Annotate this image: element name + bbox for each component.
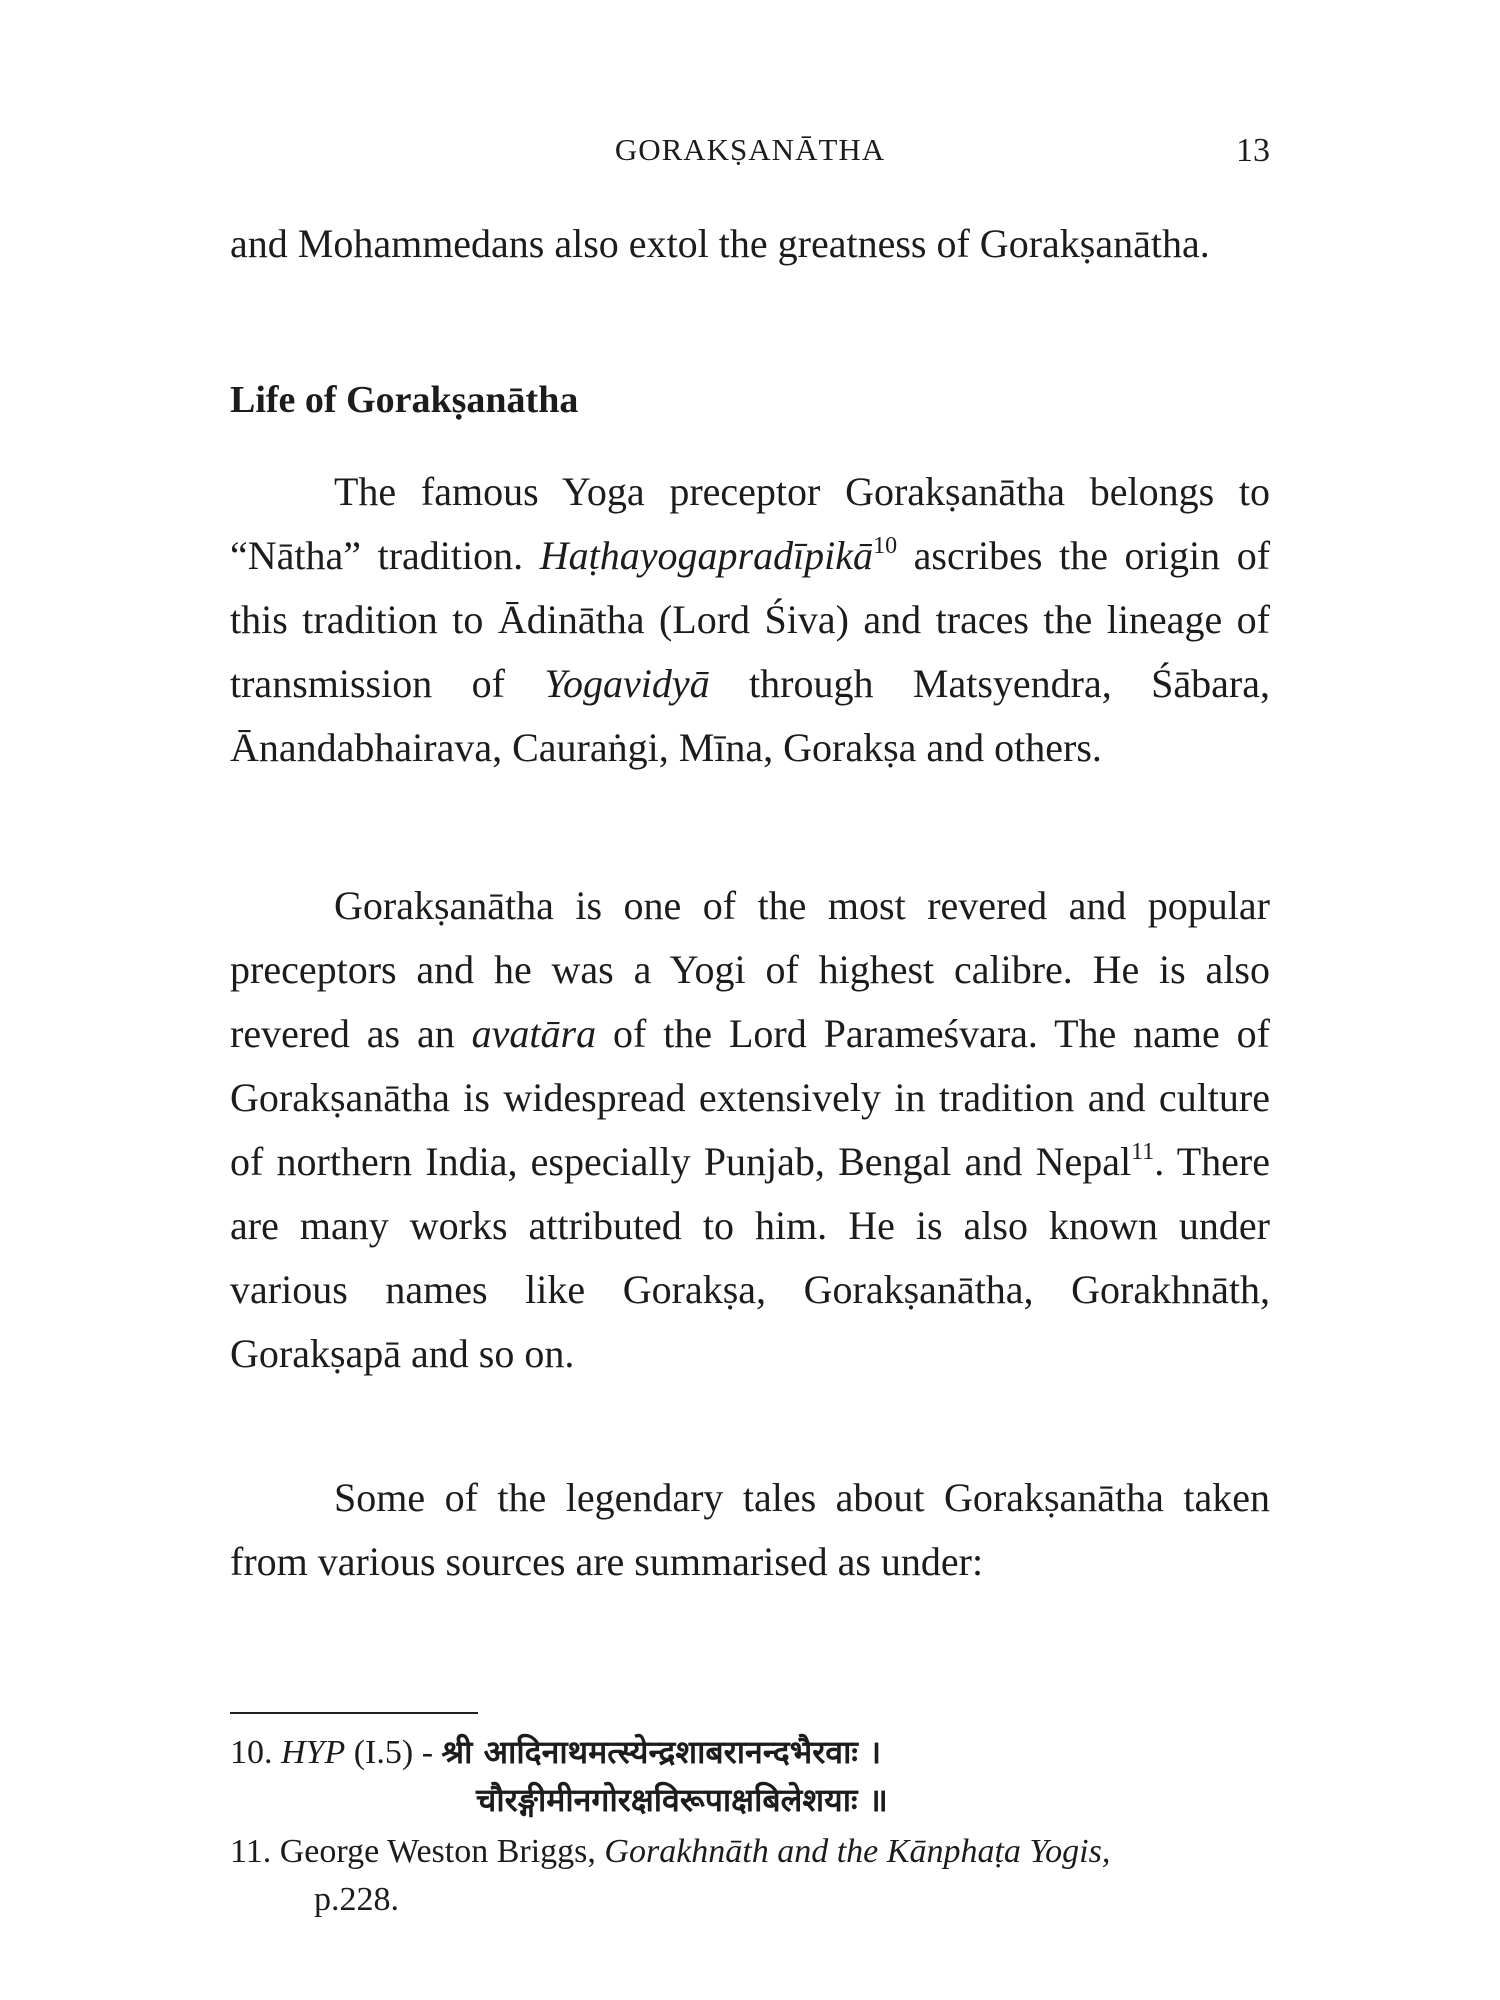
footnote-11-line1: [230, 1828, 1270, 1876]
section-heading: Life of Gorakṣanātha: [230, 379, 579, 421]
footnote-author: George Weston Briggs,: [271, 1833, 605, 1870]
footnote-page: p.228.: [314, 1881, 399, 1918]
sanskrit-verse-line1: श्री आदिनाथमत्स्येन्द्रशाबरानन्दभैरवाः ।: [441, 1733, 882, 1771]
paragraph-reverence: [230, 874, 1270, 1386]
footnote-ref-10: 10: [873, 533, 898, 559]
term-yogavidya: Yogavidyā: [544, 661, 710, 706]
running-title: GORAKṢANĀTHA: [614, 132, 886, 167]
footnote-ref: (I.5) -: [345, 1734, 442, 1771]
paragraph-legends: Some of the legendary tales about Gorakṣanātha taken from various sources are summarised as under:: [230, 1475, 1270, 1584]
footnote-number: 10.: [230, 1734, 273, 1771]
paragraph-lineage: [230, 460, 1270, 780]
term-avatara: avatāra: [471, 1011, 597, 1056]
footnote-11: [230, 1828, 1270, 1924]
continuation-paragraph: and Mohammedans also extol the greatness of Gorakṣanātha.: [230, 221, 1210, 266]
footnote-book-title: Gorakhnāth and the Kānphaṭa Yogis,: [604, 1833, 1111, 1870]
paragraph-text: The famous Yoga preceptor Gorakṣanātha belongs to “Nātha” tradition.: [230, 469, 1270, 578]
footnote-10: [230, 1728, 1270, 1824]
book-page: [230, 0, 1270, 2000]
footnote-10-line1: [230, 1728, 881, 1777]
footnote-10-line2: [476, 1776, 888, 1825]
footnote-divider: [230, 1712, 478, 1714]
footnotes: [230, 1728, 1270, 1924]
paragraph-text: of the Lord Parameśvara. The name of Gorakṣanātha is widespread extensively in tradition and culture of northern India, especially Punjab, Bengal and Nepal: [230, 1011, 1271, 1184]
paragraph-text: Gorakṣanātha is one of the most revered and popular preceptors and he was a Yogi of highest calibre. He is also revered as an: [230, 883, 1270, 1056]
footnote-ref-11: 11: [1131, 1139, 1155, 1165]
paragraph-text: . There are many works attributed to him. He is also known under various names like Gorakṣa, Gorakṣanātha, Gorakhnāth, Gorakṣapā and so on.: [230, 1139, 1270, 1376]
paragraph-text: ascribes the origin of this tradition to Ādinātha (Lord Śiva) and traces the lineage of transmission of: [230, 533, 1271, 706]
footnote-abbr: HYP: [281, 1734, 346, 1771]
page-number: 13: [1236, 132, 1270, 169]
sanskrit-verse-line2: चौरङ्गीमीनगोरक्षविरूपाक्षबिलेशयाः ॥: [476, 1781, 888, 1819]
footnote-number: 11.: [230, 1833, 272, 1870]
work-title: Haṭhayogapradīpikā: [539, 533, 874, 578]
paragraph-text: through Matsyendra, Śābara, Ānandabhairava, Cauraṅgi, Mīna, Gorakṣa and others.: [230, 661, 1271, 770]
running-head: [230, 132, 1270, 172]
